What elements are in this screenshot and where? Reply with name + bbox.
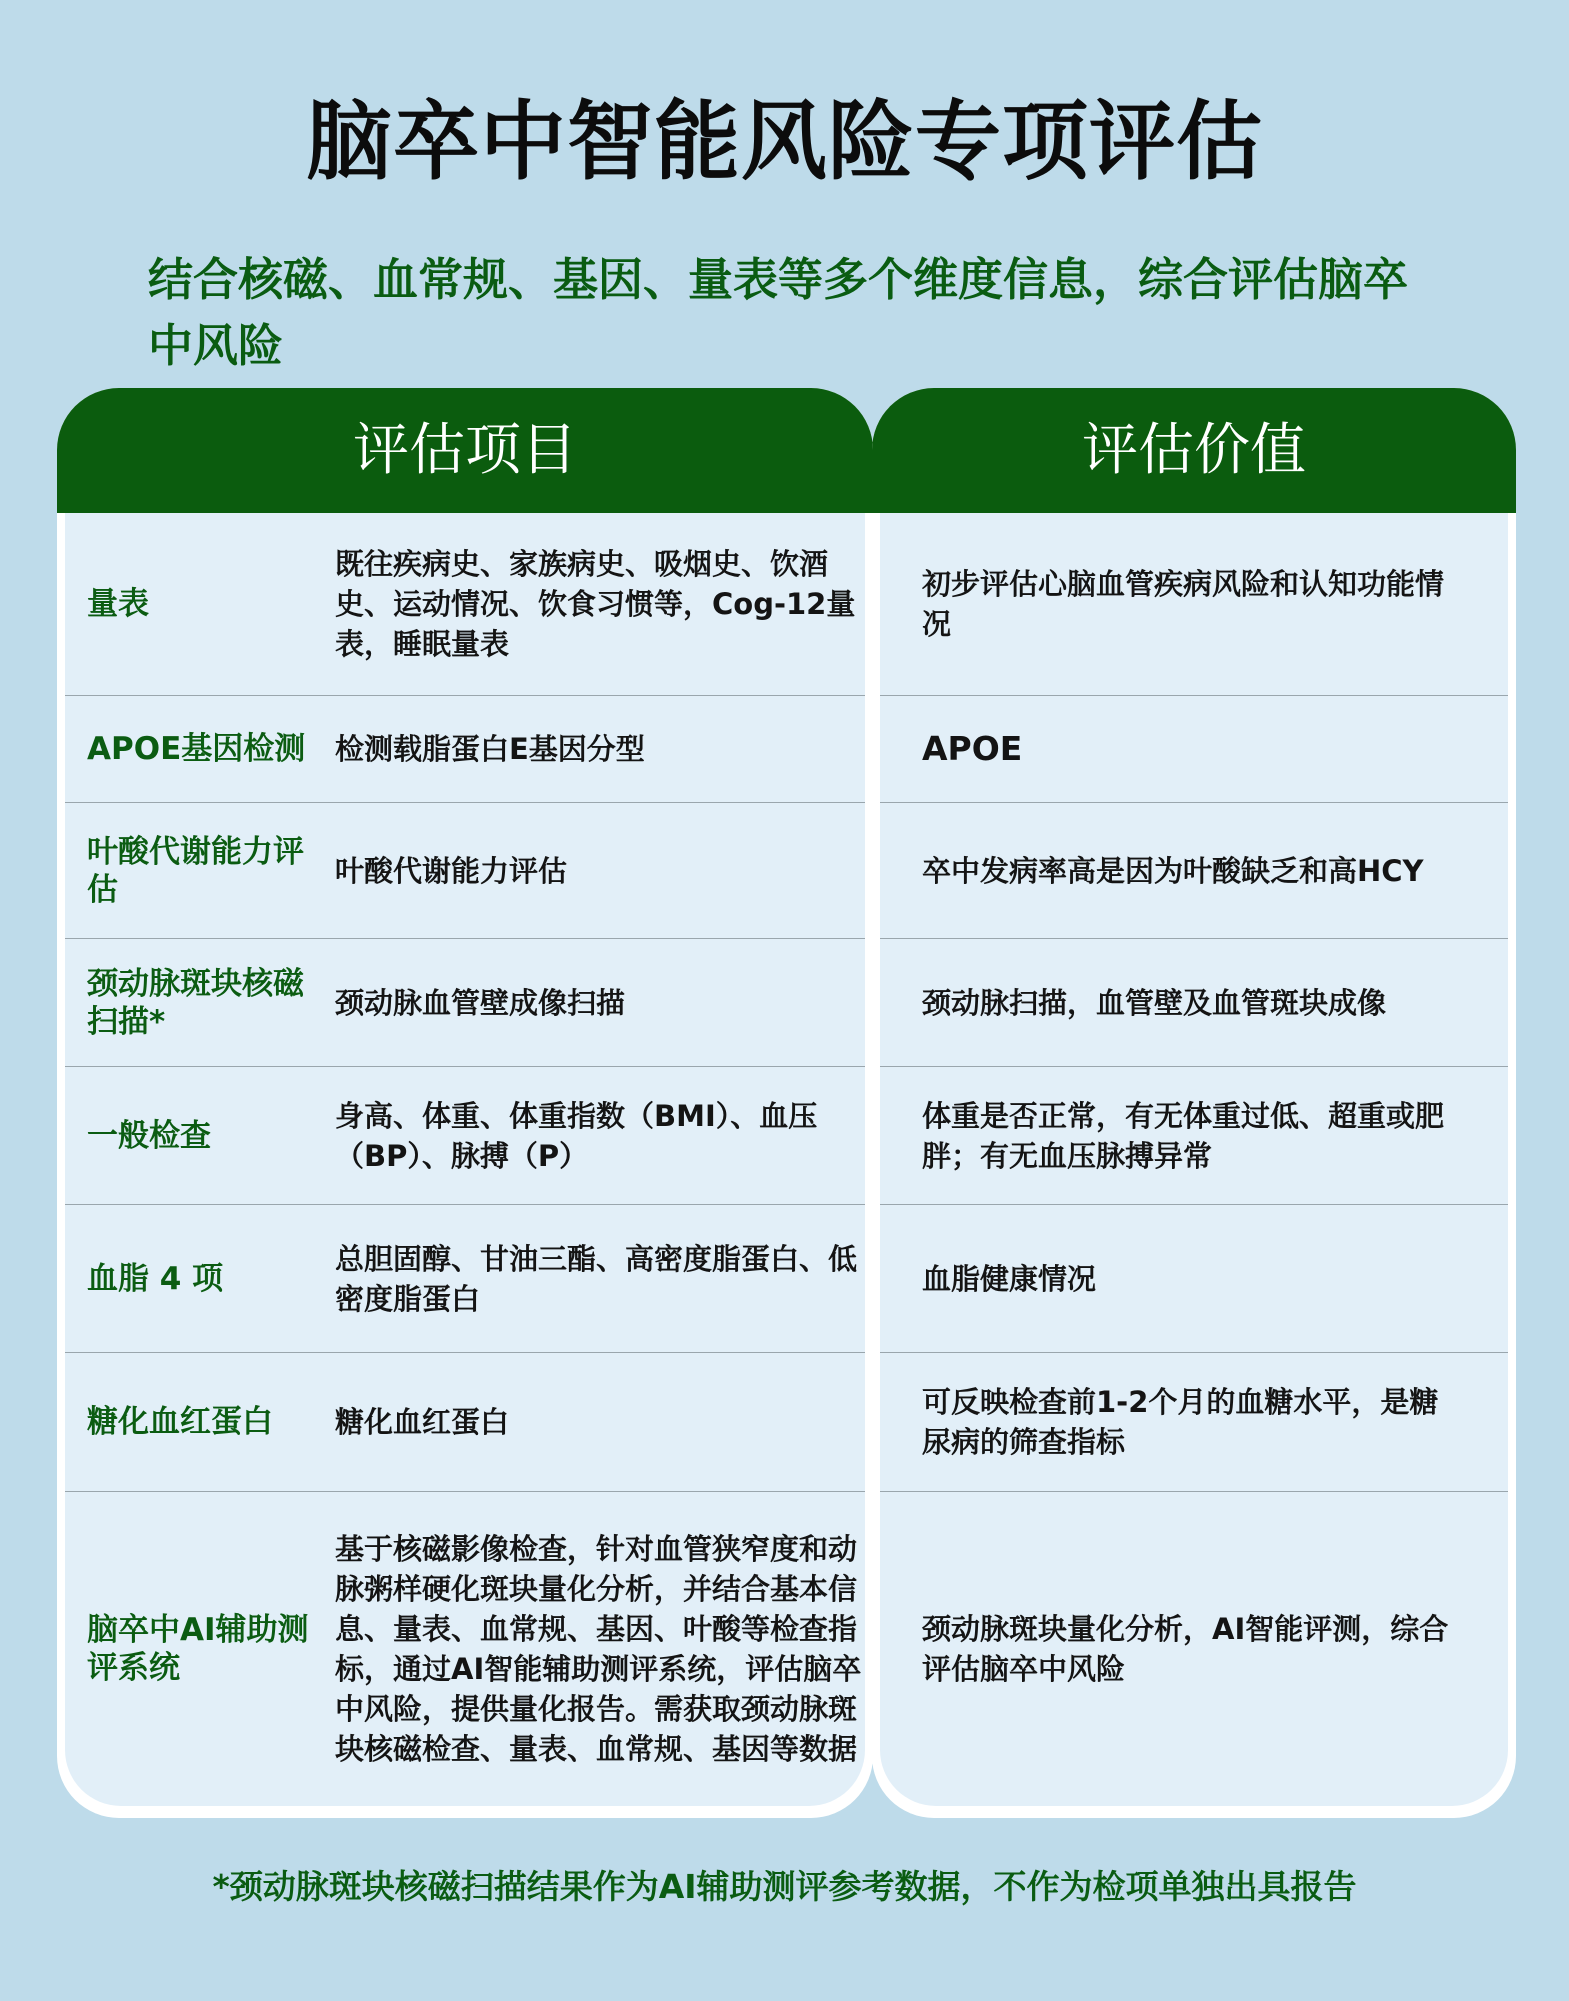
table-row xyxy=(880,1492,1508,1806)
table-row xyxy=(65,1067,865,1205)
item-name: 一般检查 xyxy=(87,1117,211,1154)
item-value: 体重是否正常，有无体重过低、超重或肥胖；有无血压脉搏异常 xyxy=(922,1098,1445,1173)
table-row xyxy=(65,1353,865,1492)
item-value: 血脂健康情况 xyxy=(922,1261,1097,1296)
item-value: 可反映检查前1-2个月的血糖水平，是糖尿病的筛查指标 xyxy=(922,1385,1439,1459)
item-value: 初步评估心脑血管疾病风险和认知功能情况 xyxy=(922,567,1445,641)
item-value: APOE xyxy=(922,729,1023,768)
item-description: 颈动脉血管壁成像扫描 xyxy=(335,985,626,1020)
table-row xyxy=(880,803,1508,939)
item-description: 身高、体重、体重指数（BMI）、血压（BP）、脉搏（P） xyxy=(335,1098,818,1173)
item-name: 糖化血红蛋白 xyxy=(87,1404,273,1440)
item-name: 颈动脉斑块核磁扫描* xyxy=(87,965,304,1040)
item-name: 叶酸代谢能力评估 xyxy=(87,833,304,908)
table-row xyxy=(65,803,865,939)
page-subtitle: 结合核磁、血常规、基因、量表等多个维度信息，综合评估脑卒中风险 xyxy=(148,253,1409,372)
page-title: 脑卒中智能风险专项评估 xyxy=(306,92,1263,192)
item-description: 叶酸代谢能力评估 xyxy=(335,853,568,888)
item-description: 基于核磁影像检查，针对血管狭窄度和动脉粥样硬化斑块量化分析，并结合基本信息、量表、血常规、基因、叶酸等检查指标，通过AI智能辅助测评系统，评估脑卒中风险，提供量化报告。需获取颈动脉斑块核磁检查、量表、血常规、基因等数据 xyxy=(335,1532,862,1766)
table-row xyxy=(880,1353,1508,1492)
assessment-items-body xyxy=(65,513,865,1806)
item-description: 检测载脂蛋白E基因分型 xyxy=(335,732,645,766)
table-row xyxy=(65,513,865,696)
assessment-value-body xyxy=(880,513,1508,1806)
item-name: 血脂 4 项 xyxy=(87,1260,224,1297)
assessment-value-panel xyxy=(872,388,1516,1818)
table-row xyxy=(880,696,1508,803)
item-value: 卒中发病率高是因为叶酸缺乏和高HCY xyxy=(922,853,1424,888)
table-row xyxy=(65,1205,865,1353)
table-row xyxy=(880,513,1508,696)
assessment-value-header: 评估价值 xyxy=(872,388,1516,513)
table-row xyxy=(65,696,865,803)
item-name: 脑卒中AI辅助测评系统 xyxy=(87,1612,309,1686)
item-description: 既往疾病史、家族病史、吸烟史、饮酒史、运动情况、饮食习惯等，Cog-12量表，睡眠量表 xyxy=(335,547,856,661)
table-row xyxy=(65,1492,865,1806)
item-name: 量表 xyxy=(87,586,149,622)
item-value: 颈动脉斑块量化分析，AI智能评测，综合评估脑卒中风险 xyxy=(922,1612,1449,1686)
item-value: 颈动脉扫描，血管壁及血管斑块成像 xyxy=(922,985,1387,1020)
table-row xyxy=(65,939,865,1067)
item-description: 糖化血红蛋白 xyxy=(335,1405,510,1439)
assessment-items-panel xyxy=(57,388,873,1818)
table-row xyxy=(880,1067,1508,1205)
assessment-items-header: 评估项目 xyxy=(57,388,873,513)
footnote: *颈动脉斑块核磁扫描结果作为AI辅助测评参考数据，不作为检项单独出具报告 xyxy=(212,1867,1357,1906)
table-row xyxy=(880,939,1508,1067)
item-name: APOE基因检测 xyxy=(87,731,306,767)
table-row xyxy=(880,1205,1508,1353)
item-description: 总胆固醇、甘油三酯、高密度脂蛋白、低密度脂蛋白 xyxy=(335,1241,858,1316)
